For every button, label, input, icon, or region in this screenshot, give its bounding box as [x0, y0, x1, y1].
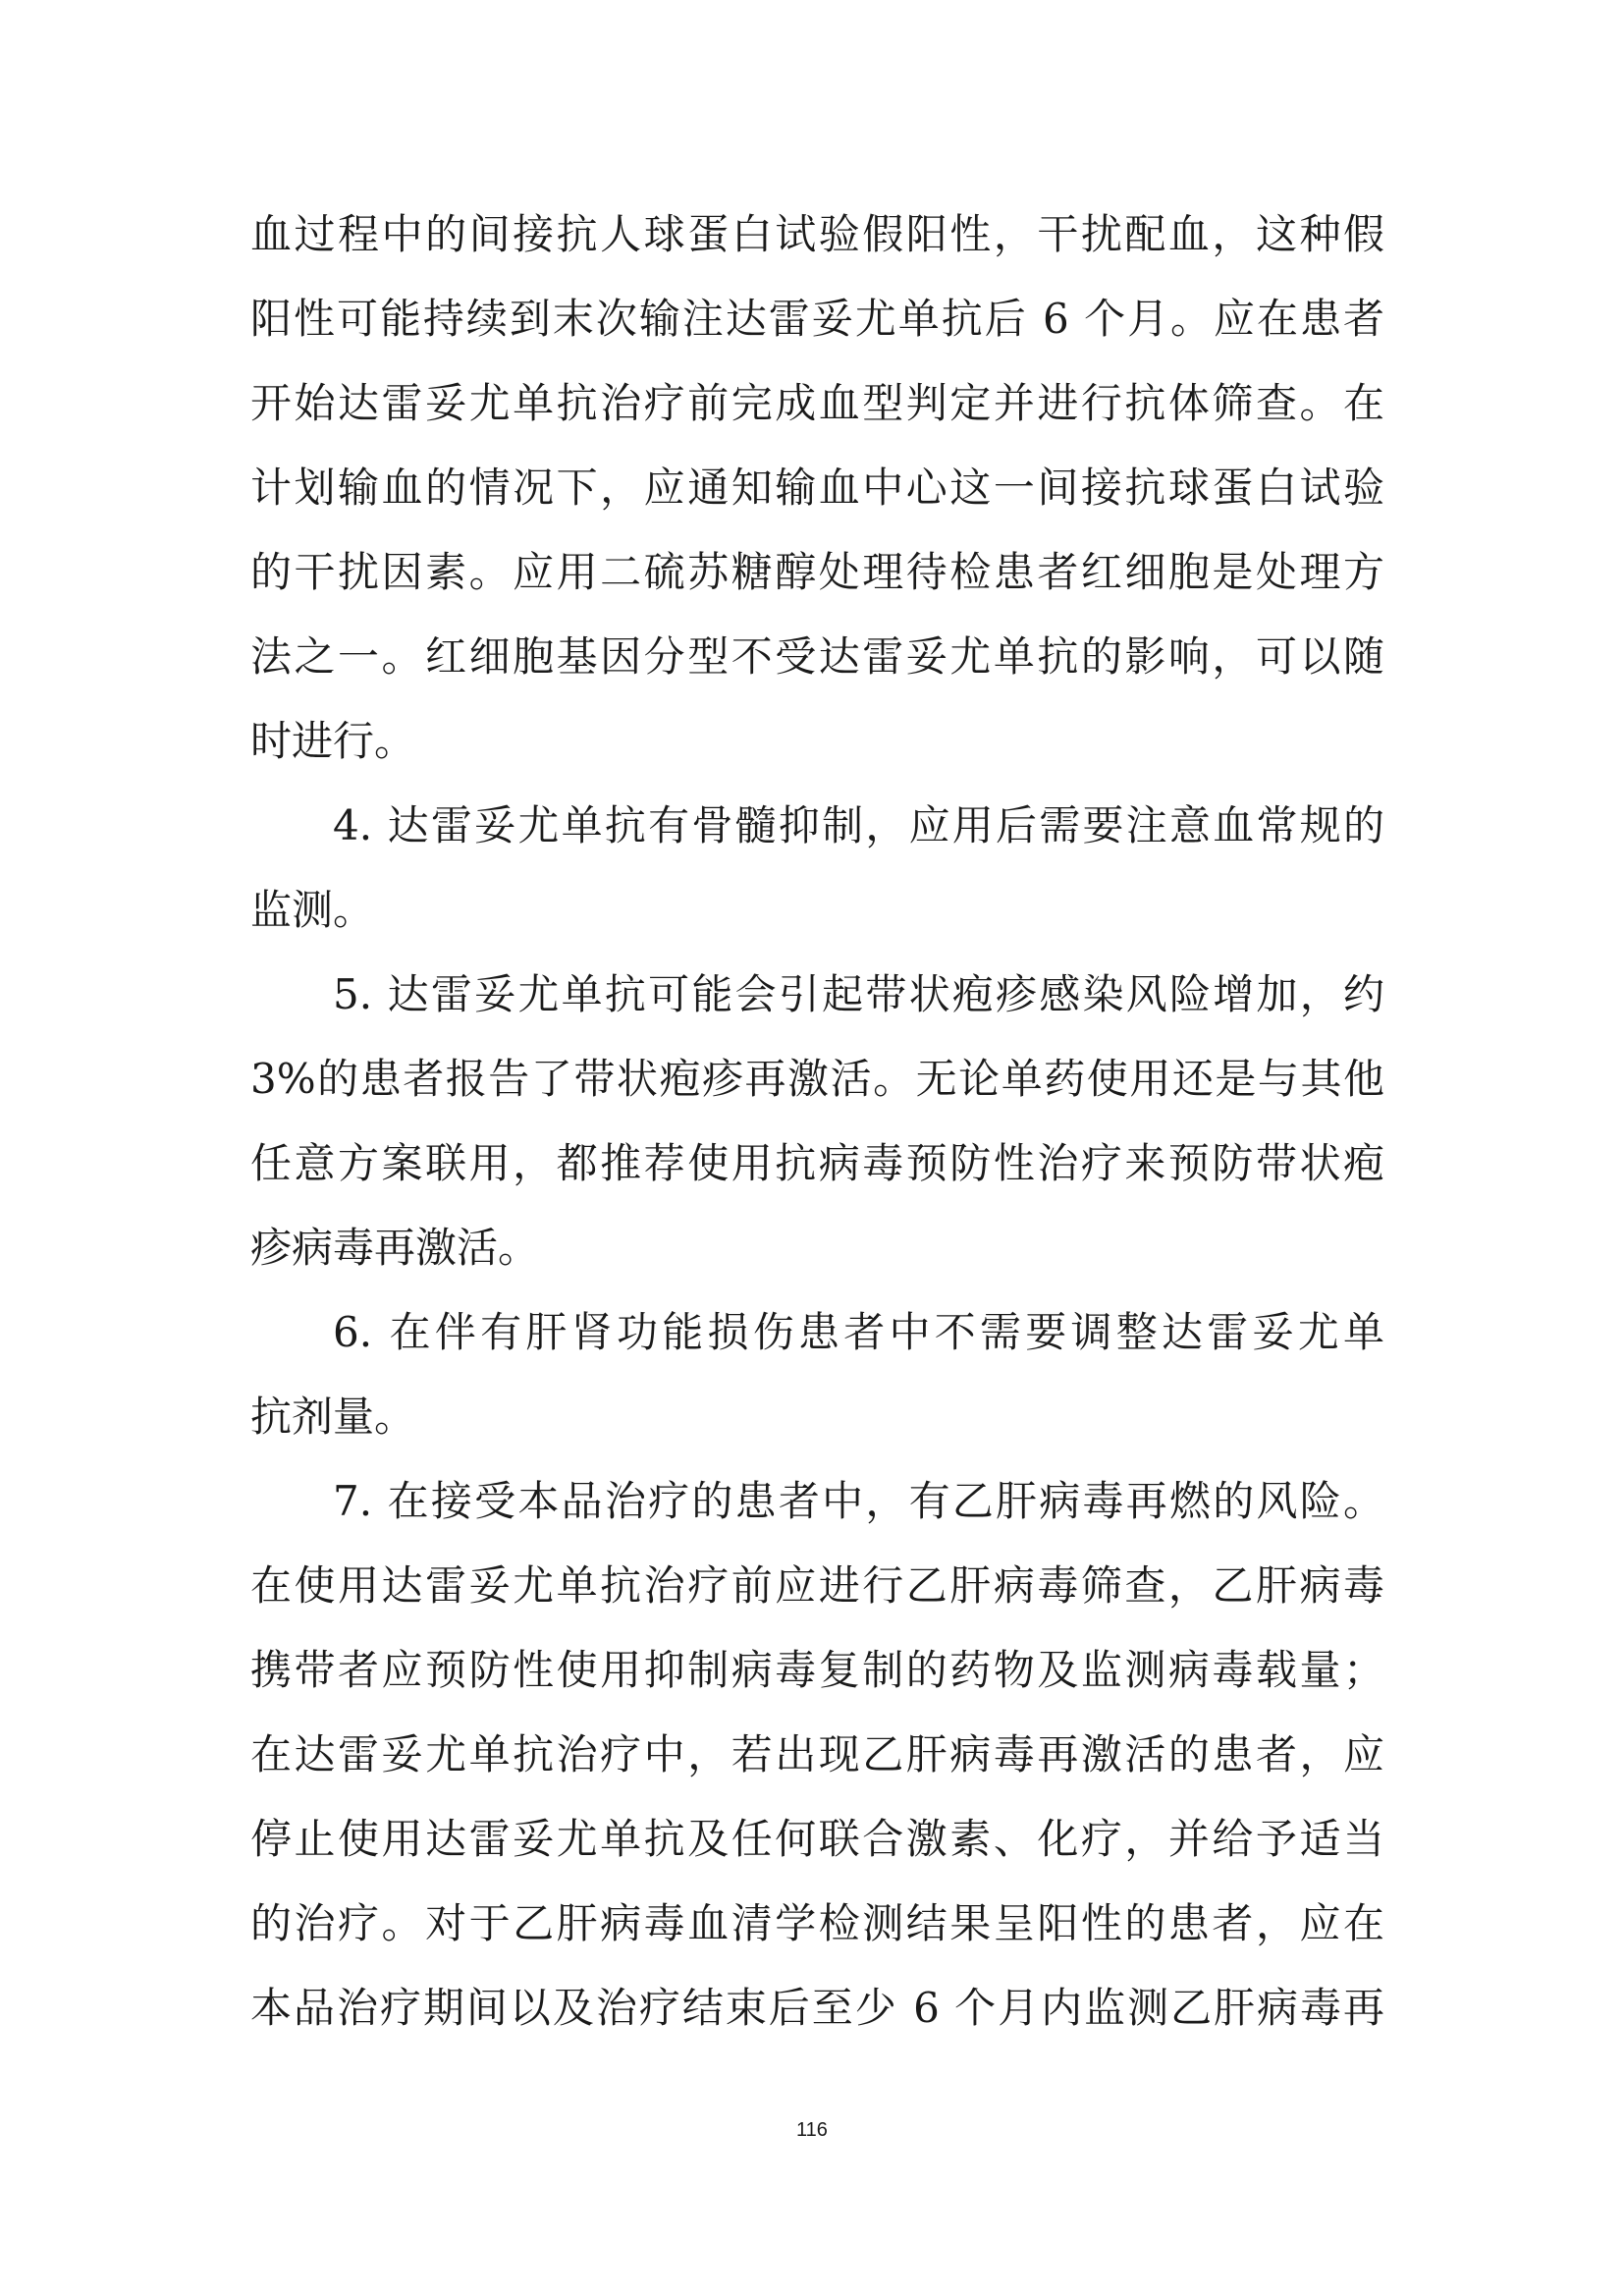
- text-line: 本品治疗期间以及治疗结束后至少 6 个月内监测乙肝病毒再: [250, 1984, 1384, 2032]
- text-line: 在使用达雷妥尤单抗治疗前应进行乙肝病毒筛查，乙肝病毒: [250, 1561, 1384, 1610]
- text-line: 4. 达雷妥尤单抗有骨髓抑制，应用后需要注意血常规的: [333, 801, 1384, 849]
- page-number: 116: [796, 2119, 828, 2141]
- text-line: 疹病毒再激活。: [250, 1224, 540, 1272]
- text-line: 监测。: [250, 886, 375, 934]
- body-text: [250, 192, 1384, 2050]
- text-line: 时进行。: [250, 717, 416, 765]
- text-line: 7. 在接受本品治疗的患者中，有乙肝病毒再燃的风险。: [333, 1477, 1384, 1525]
- text-line: 携带者应预防性使用抑制病毒复制的药物及监测病毒载量；: [250, 1646, 1384, 1694]
- text-line: 任意方案联用，都推荐使用抗病毒预防性治疗来预防带状疱: [250, 1139, 1384, 1187]
- text-line: 的干扰因素。应用二硫苏糖醇处理待检患者红细胞是处理方: [250, 548, 1384, 596]
- text-line: 5. 达雷妥尤单抗可能会引起带状疱疹感染风险增加，约: [333, 970, 1384, 1018]
- text-line: 开始达雷妥尤单抗治疗前完成血型判定并进行抗体筛查。在: [250, 379, 1384, 427]
- text-line: 在达雷妥尤单抗治疗中，若出现乙肝病毒再激活的患者，应: [250, 1730, 1384, 1778]
- text-line: 3%的患者报告了带状疱疹再激活。无论单药使用还是与其他: [250, 1055, 1384, 1103]
- text-line: 计划输血的情况下，应通知输血中心这一间接抗球蛋白试验: [250, 464, 1384, 512]
- text-line: 停止使用达雷妥尤单抗及任何联合激素、化疗，并给予适当: [250, 1815, 1384, 1863]
- text-line: 法之一。红细胞基因分型不受达雷妥尤单抗的影响，可以随: [250, 632, 1384, 681]
- text-line: 6. 在伴有肝肾功能损伤患者中不需要调整达雷妥尤单: [333, 1308, 1384, 1356]
- text-line: 阳性可能持续到末次输注达雷妥尤单抗后 6 个月。应在患者: [250, 295, 1384, 343]
- text-line: 的治疗。对于乙肝病毒血清学检测结果呈阳性的患者，应在: [250, 1899, 1384, 1947]
- text-line: 抗剂量。: [250, 1393, 416, 1441]
- text-line: 血过程中的间接抗人球蛋白试验假阳性，干扰配血，这种假: [250, 210, 1384, 258]
